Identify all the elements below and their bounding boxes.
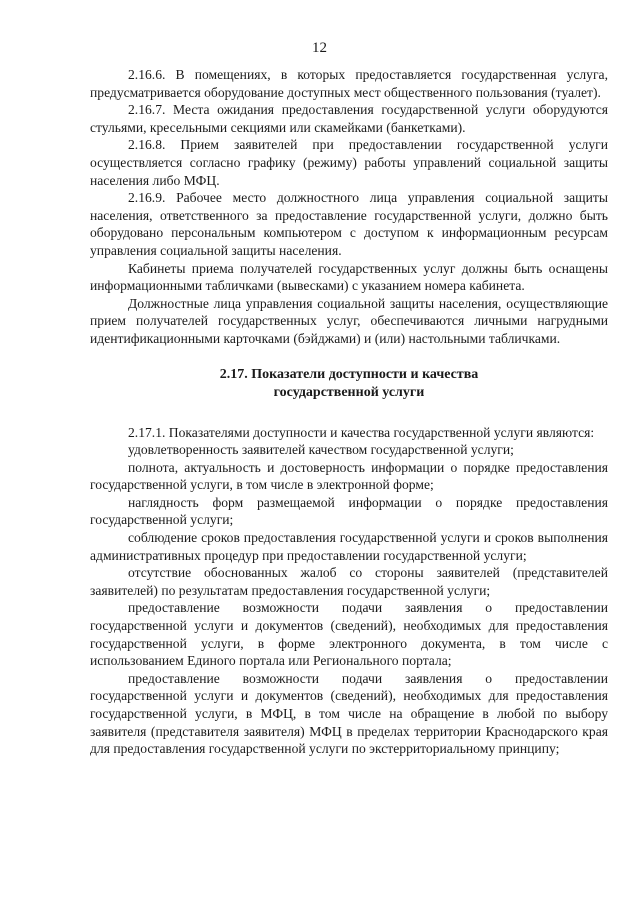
- paragraph-2-16-6: 2.16.6. В помещениях, в которых предоставляется государственная услуга, предусматривается оборудование доступных мест общественного пользования (туалет).: [90, 67, 608, 100]
- document-body: [90, 66, 608, 758]
- list-item-electronic-filing: предоставление возможности подачи заявления о предоставлении государственной услуги и документов (сведений), необходимых для предоставления государственной услуги, в форме электронного документа, в том числе с использованием Единого портала или Регионального портала;: [90, 600, 608, 669]
- paragraph-cabinets: Кабинеты приема получателей государственных услуг должны быть оснащены информационными табличками (вывесками) с указанием номера кабинета.: [90, 260, 608, 294]
- list-item-clarity: наглядность форм размещаемой информации о порядке предоставления государственной услуги;: [90, 494, 608, 528]
- list-item-deadlines: соблюдение сроков предоставления государственной услуги и сроков выполнения административных процедур при предоставлении государственной услуги;: [90, 530, 608, 563]
- section-heading-line2: государственной услуги: [273, 384, 425, 400]
- list-item-mfc-filing: предоставление возможности подачи заявления о предоставлении государственной услуги и документов (сведений), необходимых для предоставления государственной услуги, в МФЦ, в том числе на обращение в любой по выбору заявителя (представителя заявителя) МФЦ в пределах территории Краснодарского края для предоставления государственной услуги по экстерриториальному принципу;: [90, 670, 608, 757]
- section-heading: [90, 366, 608, 402]
- paragraph-2-16-8: 2.16.8. Прием заявителей при предоставлении государственной услуги осуществляется согласно графику (режиму) работы управлений социальной защиты населения либо МФЦ.: [90, 137, 608, 188]
- section-heading-line1: 2.17. Показатели доступности и качества: [219, 366, 479, 382]
- list-item-completeness: полнота, актуальность и достоверность информации о порядке предоставления государственной услуги, в том числе в электронной форме;: [90, 459, 608, 493]
- list-item-satisfaction: удовлетворенность заявителей качеством государственной услуги;: [128, 442, 514, 458]
- paragraph-2-17-1: 2.17.1. Показателями доступности и качества государственной услуги являются:: [128, 424, 595, 440]
- list-item-complaints: отсутствие обоснованных жалоб со стороны заявителей (представителей заявителей) по результатам предоставления государственной услуги;: [90, 565, 608, 598]
- paragraph-2-16-7: 2.16.7. Места ожидания предоставления государственной услуги оборудуются стульями, кресельными секциями или скамейками (банкетками).: [90, 102, 608, 135]
- paragraph-2-16-9: 2.16.9. Рабочее место должностного лица управления социальной защиты населения, ответственного за предоставление государственной услуги, должно быть оборудовано персональным компьютером с доступом к информационным ресурсам управления социальной защиты населения.: [90, 190, 608, 258]
- page-number: 12: [312, 40, 327, 56]
- paragraph-officials: Должностные лица управления социальной защиты населения, осуществляющие прием получателей государственных услуг, обеспечиваются личными нагрудными идентификационными карточками (бэйджами) и (или) настольными табличками.: [90, 295, 608, 346]
